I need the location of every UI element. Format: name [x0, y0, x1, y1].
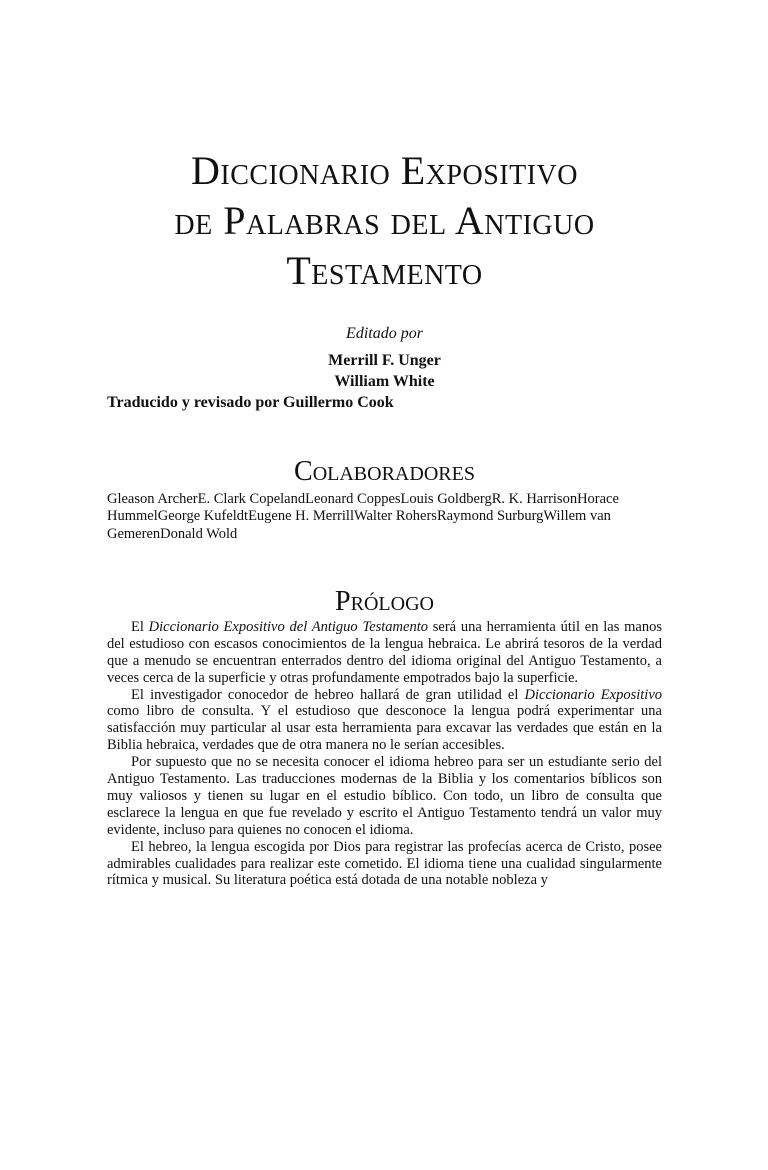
prologo-p2-text-start: El investigador conocedor de hebreo hallará de gran utilidad el — [131, 686, 525, 703]
prologo-p1-book-title: Diccionario Expositivo del Antiguo Testamento — [148, 618, 428, 635]
prologo-paragraph-4: El hebreo, la lengua escogida por Dios para registrar las profecías acerca de Cristo, posee admirables cualidades para realizar este cometido. El idioma tiene una cualidad singularmente rítmica y musical. Su literatura poética está dotada de una notable nobleza y — [107, 838, 662, 889]
editor-name-1: Merrill F. Unger — [328, 352, 441, 369]
prologo-paragraph-2 — [107, 687, 662, 755]
colaboradores-line-2: HummelGeorge KufeldtEugene H. MerrillWalter RohersRaymond SurburgWillem van — [107, 508, 611, 525]
prologo-paragraph-1 — [107, 619, 662, 687]
document-page — [0, 146, 768, 1170]
prologo-p2-text-end: como libro de consulta. Y el estudioso que desconoce la lengua podrá experimentar una satisfacción muy particular al usar esta herramienta para excavar las verdades que están en la Biblia hebraica, verdades que de otra manera no le serían accesibles. — [107, 703, 662, 754]
prologo-heading: Prólogo — [335, 585, 434, 617]
prologo-p2-book-title: Diccionario Expositivo — [524, 686, 663, 703]
prologo-body — [107, 619, 662, 890]
book-title-line-1: Diccionario Expositivo — [191, 148, 578, 193]
prologo-p1-text-end: será una herramienta útil en las manos del estudioso con escasos conocimientos de la lengua hebraica. Le abrirá tesoros de la verdad que a menudo se encuentran enterrados dentro del idioma original del Antiguo Testamento, a veces cerca de la superficie y otras profundamente empotrados bajo la superficie. — [107, 618, 662, 686]
colaboradores-line-3: GemerenDonald Wold — [107, 525, 238, 542]
colaboradores-heading: Colaboradores — [294, 456, 475, 487]
translator-credit: Traducido y revisado por Guillermo Cook — [107, 394, 394, 411]
prologo-paragraph-3: Por supuesto que no se necesita conocer el idioma hebreo para ser un estudiante serio del Antiguo Testamento. Las traducciones modernas de la Biblia y los comentarios bíblicos son muy valiosos y tienen su lugar en el estudio bíblico. Con todo, un libro de consulta que esclarece la lengua en que fue revelado y escrito el Antiguo Testamento tendrá un valor muy evidente, incluso para quienes no conocen el idioma. — [107, 754, 662, 838]
colaboradores-list — [107, 491, 662, 543]
book-title-line-3: Testamento — [286, 248, 483, 293]
prologo-p1-text-start: El — [131, 618, 149, 635]
book-title — [107, 146, 662, 296]
book-title-line-2: de Palabras del Antiguo — [174, 198, 595, 243]
editor-name-2: William White — [334, 373, 435, 390]
edited-by-label: Editado por — [346, 325, 423, 342]
colaboradores-line-1: Gleason ArcherE. Clark CopelandLeonard CoppesLouis GoldbergR. K. HarrisonHorace — [107, 491, 619, 507]
